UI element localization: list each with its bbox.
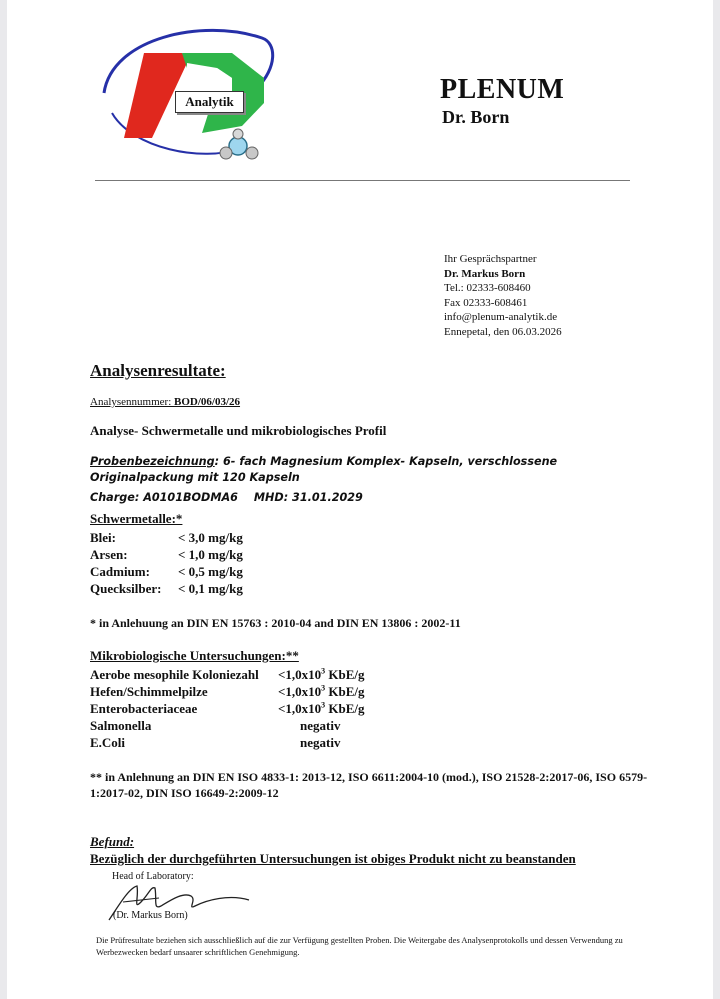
header-divider <box>95 180 630 181</box>
micro-name: Aerobe mesophile Koloniezahl <box>90 667 259 682</box>
micro-name: Hefen/Schimmelpilze <box>90 684 208 699</box>
contact-label: Ihr Gesprächspartner <box>444 253 537 265</box>
brand-block <box>440 74 564 128</box>
contact-block <box>444 252 562 340</box>
metal-value: < 1,0 mg/kg <box>178 547 243 562</box>
metal-name: Quecksilber: <box>90 581 162 596</box>
sample-text: : 6- fach Magnesium Komplex- Kapseln, verschlossene Originalpackung mit 120 Kapseln <box>90 455 558 484</box>
micro-table <box>90 666 365 751</box>
table-row <box>90 717 365 734</box>
analysis-number-value: BOD/06/03/26 <box>174 396 241 408</box>
micro-value-num: negativ <box>300 735 341 750</box>
finding-text: Bezüglich der durchgeführten Untersuchungen ist obiges Produkt nicht zu beanstanden <box>90 851 576 866</box>
contact-name: Dr. Markus Born <box>444 267 526 280</box>
batch-line <box>90 491 650 504</box>
micro-value-exp: 3 <box>321 683 326 693</box>
table-row <box>90 683 365 700</box>
batch-number: Charge: A0101BODMA6 <box>90 491 238 504</box>
table-row <box>90 700 365 717</box>
table-row <box>90 666 365 683</box>
analysis-number <box>90 396 650 408</box>
signature-name: (Dr. Markus Born) <box>113 910 188 921</box>
metal-value: < 3,0 mg/kg <box>178 530 243 545</box>
heavy-metals-table <box>90 529 243 597</box>
micro-value <box>278 700 365 717</box>
micro-value <box>278 666 365 683</box>
table-row <box>90 563 243 580</box>
micro-value-num: <1,0x10 <box>278 701 322 716</box>
micro-name: E.Coli <box>90 735 126 750</box>
report-body <box>90 360 650 868</box>
micro-value-unit: KbE/g <box>325 701 365 716</box>
contact-fax: Fax 02333-608461 <box>444 296 528 309</box>
micro-heading: Mikrobiologische Untersuchungen:** <box>90 648 299 663</box>
footer-disclaimer: Die Prüfresultate beziehen sich ausschließlich auf die zur Verfügung gestellten Proben. Die Weitergabe des Analysenprotokolls und dessen Verwendung zu Werbezwecken bedarf unsaarer schriftlichen Genehmigung. <box>96 935 623 957</box>
heavy-metals-note: * in Anlehuung an DIN EN 15763 : 2010-04 and DIN EN 13806 : 2002-11 <box>90 616 461 630</box>
best-before: MHD: 31.01.2029 <box>253 491 363 504</box>
micro-value-exp: 3 <box>321 666 326 676</box>
metal-value: < 0,5 mg/kg <box>178 564 243 579</box>
sample-description <box>90 454 650 485</box>
plenum-logo <box>92 18 292 168</box>
micro-value-unit: KbE/g <box>325 684 365 699</box>
micro-name: Enterobacteriaceae <box>90 701 198 716</box>
micro-value <box>278 734 365 751</box>
contact-tel: Tel.: 02333-608460 <box>444 282 531 295</box>
table-row <box>90 529 243 546</box>
micro-value-num: negativ <box>300 718 341 733</box>
logo-word: Analytik <box>175 91 244 113</box>
micro-value-exp: 3 <box>321 700 326 710</box>
contact-email: info@plenum-analytik.de <box>444 311 558 324</box>
heavy-metals-heading: Schwermetalle:* <box>90 511 183 526</box>
table-row <box>90 546 243 563</box>
brand-sub: Dr. Born <box>442 107 510 127</box>
micro-note: ** in Anlehnung an DIN EN ISO 4833-1: 2013-12, ISO 6611:2004-10 (mod.), ISO 21528-2:2017-06, ISO 6579-1:2017-02, DIN ISO 16649-2:2009-12 <box>90 770 648 800</box>
report-title: Analyse- Schwermetalle und mikrobiologisches Profil <box>90 423 387 438</box>
micro-value-num: <1,0x10 <box>278 684 322 699</box>
metal-name: Cadmium: <box>90 564 150 579</box>
brand-name: PLENUM <box>440 74 565 105</box>
signature-role: Head of Laboratory: <box>112 871 194 882</box>
table-row <box>90 734 365 751</box>
finding-label: Befund: <box>90 834 135 849</box>
analysis-number-label: Analysennummer: <box>90 396 175 408</box>
micro-name: Salmonella <box>90 718 152 733</box>
document-page <box>7 0 713 999</box>
micro-value <box>278 717 365 734</box>
micro-value-unit: KbE/g <box>325 667 365 682</box>
table-row <box>90 580 243 597</box>
micro-value-num: <1,0x10 <box>278 667 322 682</box>
sample-label: Probenbezeichnung <box>90 455 215 468</box>
metal-name: Arsen: <box>90 547 128 562</box>
micro-value <box>278 683 365 700</box>
metal-name: Blei: <box>90 530 116 545</box>
metal-value: < 0,1 mg/kg <box>178 581 243 596</box>
contact-place-date: Ennepetal, den 06.03.2026 <box>444 325 562 338</box>
report-heading: Analysenresultate: <box>90 361 226 380</box>
